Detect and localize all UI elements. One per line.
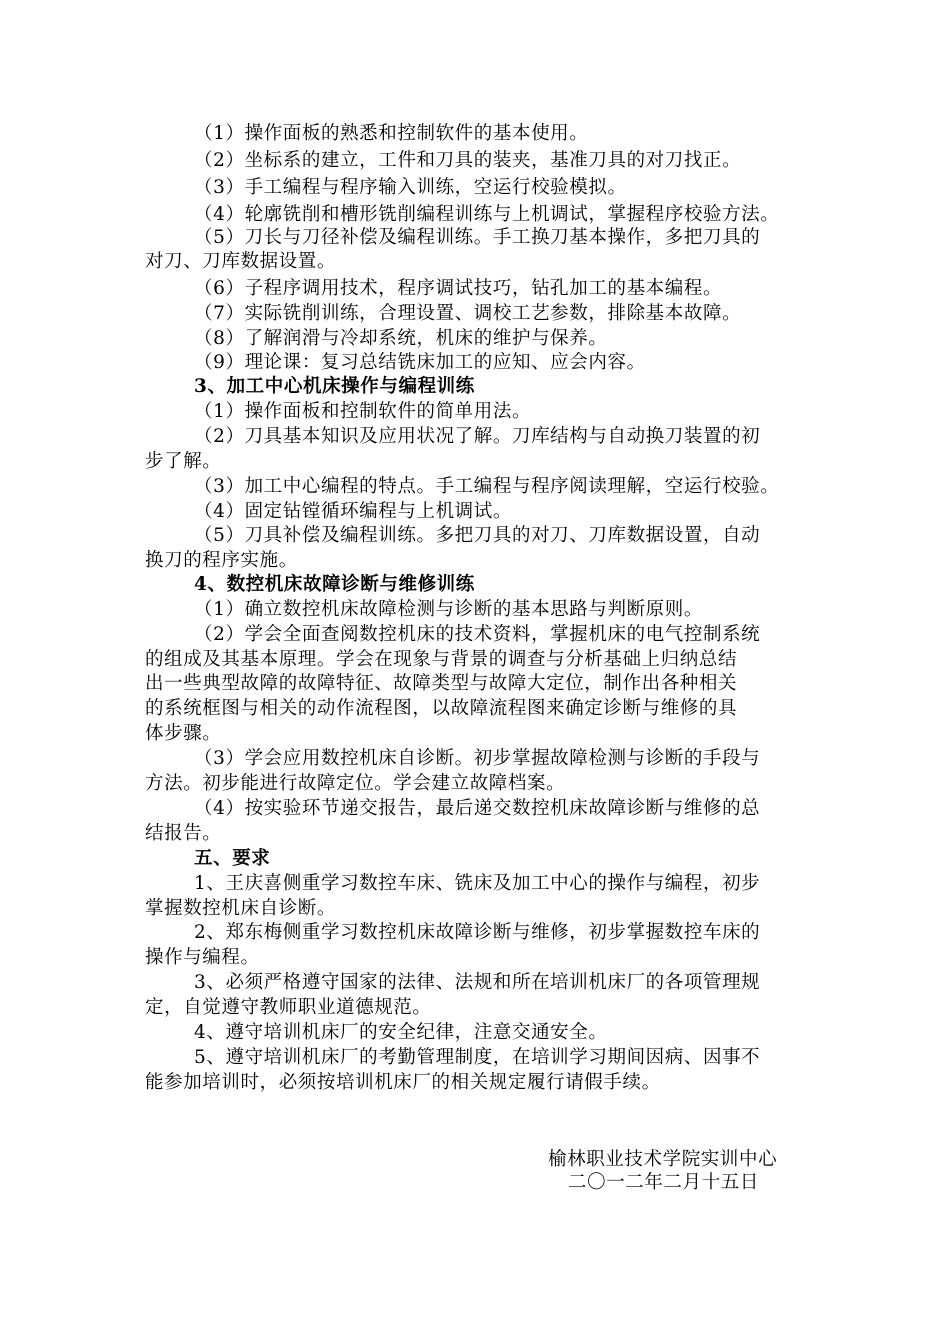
requirement-4: 4、遵守培训机床厂的安全纪律，注意交通安全。	[194, 1022, 608, 1043]
requirement-2-line-2: 操作与编程。	[145, 947, 260, 968]
requirement-3-line-2: 定，自觉遵守教师职业道德规范。	[145, 997, 432, 1018]
milling-item-1: （1）操作面板的熟悉和控制软件的基本使用。	[194, 123, 589, 144]
machining-center-item-3: （3）加工中心编程的特点。手工编程与程序阅读理解，空运行校验。	[194, 476, 780, 497]
fault-diagnosis-item-2-line-2: 的组成及其基本原理。学会在现象与背景的调查与分析基础上归纳总结	[145, 649, 738, 670]
requirement-1-line-1: 1、王庆喜侧重学习数控车床、铣床及加工中心的操作与编程，初步	[194, 873, 761, 894]
signature-organization: 榆林职业技术学院实训中心	[548, 1149, 778, 1170]
requirements-heading: 五、要求	[194, 848, 271, 869]
milling-item-7: （7）实际铣削训练，合理设置、调校工艺参数，排除基本故障。	[194, 303, 742, 324]
machining-center-item-5-line-1: （5）刀具补偿及编程训练。多把刀具的对刀、刀库数据设置，自动	[194, 525, 761, 546]
fault-diagnosis-heading: 4、数控机床故障诊断与维修训练	[194, 574, 475, 595]
milling-item-6: （6）子程序调用技术，程序调试技巧，钻孔加工的基本编程。	[194, 278, 723, 299]
machining-center-heading: 3、加工中心机床操作与编程训练	[194, 376, 475, 397]
fault-diagnosis-item-2-line-5: 体步骤。	[145, 723, 222, 744]
machining-center-item-2-line-1: （2）刀具基本知识及应用状况了解。刀库结构与自动换刀装置的初	[194, 426, 761, 447]
milling-item-5-line-1: （5）刀长与刀径补偿及编程训练。手工换刀基本操作，多把刀具的	[194, 227, 761, 248]
requirement-3-line-1: 3、必须严格遵守国家的法律、法规和所在培训机床厂的各项管理规	[194, 972, 761, 993]
signature-date: 二〇一二年二月十五日	[568, 1172, 760, 1193]
milling-item-3: （3）手工编程与程序输入训练，空运行校验模拟。	[194, 177, 627, 198]
fault-diagnosis-item-4-line-2: 结报告。	[145, 823, 222, 844]
fault-diagnosis-item-2-line-4: 的系统框图与相关的动作流程图，以故障流程图来确定诊断与维修的具	[145, 698, 738, 719]
requirement-1-line-2: 掌握数控机床自诊断。	[145, 898, 337, 919]
milling-item-2: （2）坐标系的建立，工件和刀具的装夹，基准刀具的对刀找正。	[194, 150, 742, 171]
requirement-2-line-1: 2、郑东梅侧重学习数控机床故障诊断与维修，初步掌握数控车床的	[194, 922, 761, 943]
milling-item-4: （4）轮廓铣削和槽形铣削编程训练与上机调试，掌握程序校验方法。	[194, 204, 780, 225]
requirement-5-line-2: 能参加培训时，必须按培训机床厂的相关规定履行请假手续。	[145, 1072, 661, 1093]
fault-diagnosis-item-4-line-1: （4）按实验环节递交报告，最后递交数控机床故障诊断与维修的总	[194, 798, 761, 819]
machining-center-item-5-line-2: 换刀的程序实施。	[145, 550, 298, 571]
milling-item-9: （9）理论课：复习总结铣床加工的应知、应会内容。	[194, 352, 646, 373]
milling-item-5-line-2: 对刀、刀库数据设置。	[145, 251, 337, 272]
fault-diagnosis-item-2-line-1: （2）学会全面查阅数控机床的技术资料，掌握机床的电气控制系统	[194, 624, 761, 645]
machining-center-item-2-line-2: 步了解。	[145, 451, 222, 472]
fault-diagnosis-item-2-line-3: 出一些典型故障的故障特征、故障类型与故障大定位，制作出各种相关	[145, 673, 738, 694]
machining-center-item-4: （4）固定钻镗循环编程与上机调试。	[194, 501, 512, 522]
milling-item-8: （8）了解润滑与冷却系统，机床的维护与保养。	[194, 328, 608, 349]
fault-diagnosis-item-3-line-2: 方法。初步能进行故障定位。学会建立故障档案。	[145, 773, 566, 794]
machining-center-item-1: （1）操作面板和控制软件的简单用法。	[194, 401, 532, 422]
fault-diagnosis-item-1: （1）确立数控机床故障检测与诊断的基本思路与判断原则。	[194, 599, 703, 620]
requirement-5-line-1: 5、遵守培训机床厂的考勤管理制度，在培训学习期间因病、因事不	[194, 1047, 761, 1068]
fault-diagnosis-item-3-line-1: （3）学会应用数控机床自诊断。初步掌握故障检测与诊断的手段与	[194, 748, 761, 769]
